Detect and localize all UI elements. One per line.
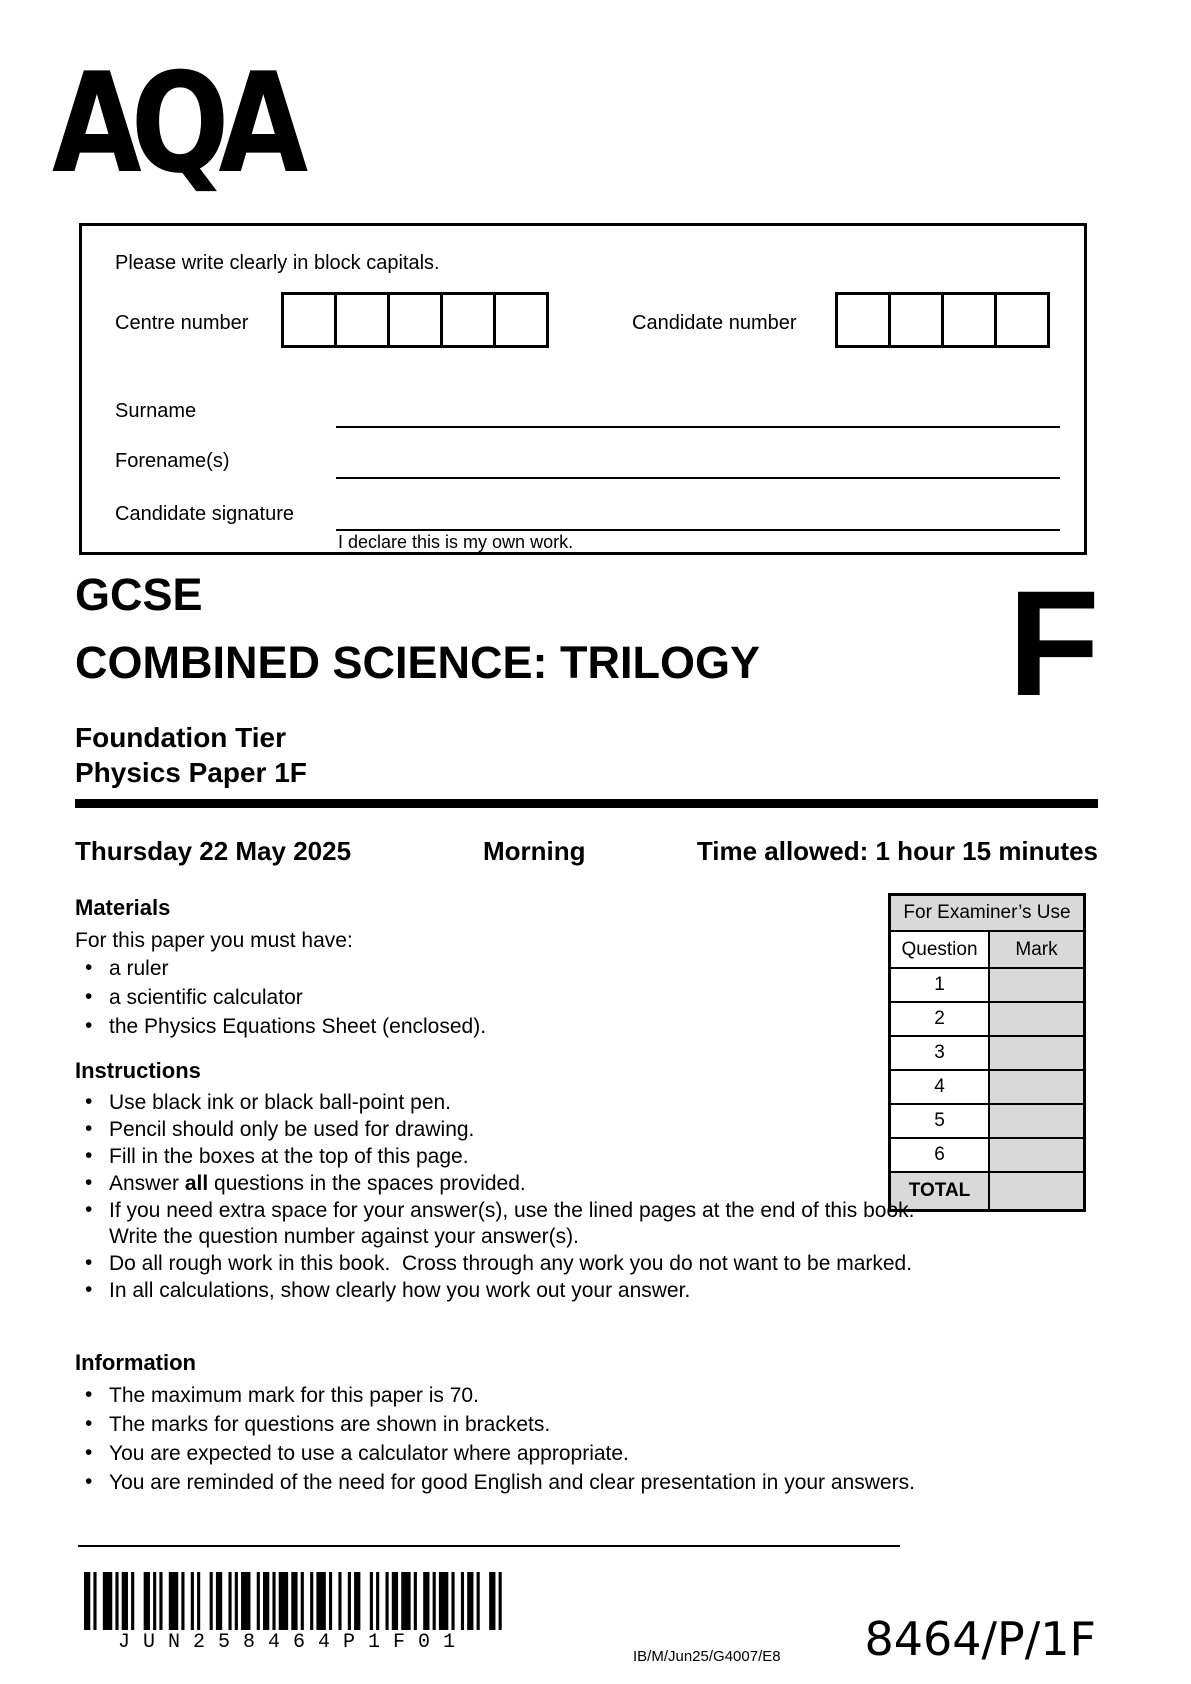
instructions-item-text: In all calculations, show clearly how you work out your answer. <box>109 1279 691 1302</box>
examiner-row <box>891 1001 1083 1035</box>
instructions-item <box>75 1117 915 1143</box>
question-number-cell: 6 <box>891 1139 990 1171</box>
title-divider-rule <box>75 799 1098 808</box>
aqa-logo: AQA <box>52 43 298 204</box>
barcode <box>84 1572 508 1654</box>
instructions-item-text-pre: Answer <box>109 1172 185 1195</box>
information-item <box>75 1382 1109 1409</box>
materials-item <box>75 984 835 1011</box>
candidate-signature-input-line[interactable] <box>336 529 1060 531</box>
examiner-table-header-row <box>891 930 1083 967</box>
centre-number-label: Centre number <box>115 312 249 334</box>
materials-item-text: a ruler <box>109 957 169 980</box>
time-allowed: Time allowed: 1 hour 15 minutes <box>696 836 1098 866</box>
surname-label: Surname <box>115 400 197 422</box>
mark-cell <box>990 1139 1083 1171</box>
information-heading: Information <box>75 1350 196 1375</box>
exam-session: Morning <box>483 836 586 866</box>
total-mark-cell <box>990 1173 1083 1209</box>
mark-cell <box>990 1037 1083 1069</box>
instructions-item-text: Fill in the boxes at the top of this page. <box>109 1145 469 1168</box>
mark-column-header: Mark <box>990 932 1083 967</box>
materials-section <box>75 895 835 1042</box>
instructions-item-text-bold: all <box>184 1172 209 1195</box>
instructions-section <box>75 1058 935 1305</box>
candidate-number-cell[interactable] <box>941 292 997 348</box>
instructions-item-text: Pencil should only be used for drawing. <box>109 1118 475 1141</box>
question-number-cell: 4 <box>891 1071 990 1103</box>
examiner-row <box>891 967 1083 1001</box>
question-number-cell: 1 <box>891 969 990 1001</box>
examiner-table-title: For Examiner’s Use <box>891 896 1083 930</box>
information-item-text: The marks for questions are shown in brackets. <box>109 1413 551 1436</box>
barcode-text: JUN258464P1F01 <box>118 1631 469 1654</box>
materials-item-text: the Physics Equations Sheet (enclosed). <box>109 1015 487 1038</box>
materials-intro: For this paper you must have: <box>75 929 353 952</box>
mark-cell <box>990 969 1083 1001</box>
instructions-item <box>75 1171 915 1197</box>
question-number-cell: 5 <box>891 1105 990 1137</box>
instructions-item <box>75 1198 927 1250</box>
footer-divider-rule <box>78 1545 900 1547</box>
instructions-item-text <box>109 1172 526 1195</box>
information-list <box>75 1382 1105 1496</box>
candidate-signature-label: Candidate signature <box>115 503 295 525</box>
total-label-cell: TOTAL <box>891 1173 990 1209</box>
information-item-text: The maximum mark for this paper is 70. <box>109 1384 479 1407</box>
candidate-number-cell[interactable] <box>994 292 1050 348</box>
barcode-bars <box>84 1572 508 1630</box>
question-number-cell: 2 <box>891 1003 990 1035</box>
centre-number-cell[interactable] <box>440 292 496 348</box>
tier-subtitle: Foundation Tier <box>75 722 287 753</box>
information-item <box>75 1440 1109 1467</box>
materials-list <box>75 955 835 1040</box>
tier-letter: F <box>1008 559 1100 727</box>
centre-number-cell[interactable] <box>334 292 390 348</box>
materials-item <box>75 955 835 982</box>
centre-number-cell[interactable] <box>387 292 443 348</box>
forenames-input-line[interactable] <box>336 477 1060 479</box>
block-capitals-instruction: Please write clearly in block capitals. <box>115 252 440 274</box>
instructions-item-text: Use black ink or black ball-point pen. <box>109 1091 452 1114</box>
materials-heading: Materials <box>75 895 171 920</box>
paper-subtitle: Physics Paper 1F <box>75 757 307 788</box>
centre-number-cell[interactable] <box>493 292 549 348</box>
instructions-list <box>75 1090 935 1304</box>
centre-number-cells <box>281 292 549 348</box>
subject-title: COMBINED SCIENCE: TRILOGY <box>75 637 761 688</box>
paper-code: 8464/P/1F <box>864 1612 1096 1666</box>
surname-input-line[interactable] <box>336 426 1060 428</box>
information-item <box>75 1411 1109 1438</box>
instructions-item <box>75 1144 915 1170</box>
candidate-number-label: Candidate number <box>632 312 797 334</box>
instructions-item-text: If you need extra space for your answer(s), use the lined pages at the end of this book. Write the question number against your answer(s). <box>109 1199 927 1248</box>
information-item-text: You are reminded of the need for good English and clear presentation in your answers. <box>109 1471 915 1494</box>
materials-item-text: a scientific calculator <box>109 986 303 1009</box>
candidate-number-cells <box>835 292 1050 348</box>
mark-cell <box>990 1105 1083 1137</box>
instructions-heading: Instructions <box>75 1058 201 1083</box>
instructions-item <box>75 1278 915 1304</box>
candidate-number-cell[interactable] <box>888 292 944 348</box>
materials-item <box>75 1013 835 1040</box>
instructions-item-text: Do all rough work in this book. Cross through any work you do not want to be marked. <box>109 1252 913 1275</box>
declaration-text: I declare this is my own work. <box>338 532 574 552</box>
mark-cell <box>990 1003 1083 1035</box>
footer-reference: IB/M/Jun25/G4007/E8 <box>633 1648 781 1665</box>
centre-number-cell[interactable] <box>281 292 337 348</box>
mark-cell <box>990 1071 1083 1103</box>
instructions-item <box>75 1251 915 1277</box>
qualification-title: GCSE <box>75 569 203 620</box>
question-column-header: Question <box>891 932 990 967</box>
candidate-details-box <box>79 223 1087 555</box>
information-item-text: You are expected to use a calculator where appropriate. <box>109 1442 629 1465</box>
instructions-item <box>75 1090 915 1116</box>
information-section <box>75 1350 1105 1498</box>
instructions-item-text-post: questions in the spaces provided. <box>208 1172 526 1195</box>
question-number-cell: 3 <box>891 1037 990 1069</box>
information-item <box>75 1469 1109 1496</box>
forenames-label: Forename(s) <box>115 450 230 472</box>
exam-date: Thursday 22 May 2025 <box>75 836 352 866</box>
candidate-number-cell[interactable] <box>835 292 891 348</box>
